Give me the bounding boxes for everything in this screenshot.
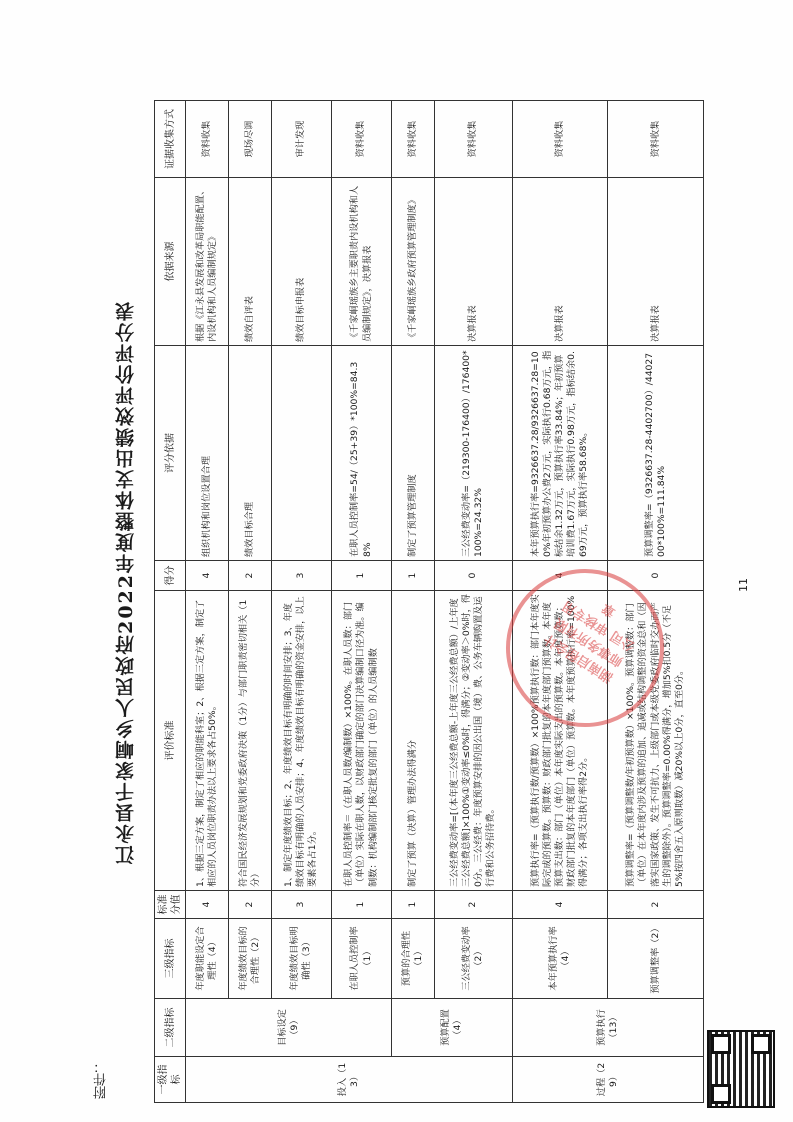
table-row bbox=[228, 101, 271, 1103]
table-row bbox=[608, 101, 704, 1103]
header-cell: 评价标准 bbox=[155, 591, 186, 891]
level3-cell: 年度职能设定合理性（4） bbox=[186, 919, 229, 999]
page-number: 11 bbox=[737, 578, 750, 592]
table-row bbox=[331, 101, 391, 1103]
source-cell: 决算报表 bbox=[512, 178, 608, 346]
header-cell: 得分 bbox=[155, 561, 186, 591]
table-row bbox=[271, 101, 331, 1103]
criteria-cell: 预算执行率=（预算执行数/预算数）×100%预算执行数：部门本年度实际完成的预算数。预算数：财政部门批复的本年度部门预算数。本年度预算支出数：部门（单位）本年度实际支出的预算数。本年度预算数：财政部门批复的本年度部门（单位）预算数。本年度预算执行率=100%得满分；各项支出执行率得2分。 bbox=[512, 591, 608, 891]
level2-cell: 预算配置（4） bbox=[392, 999, 513, 1057]
standard-score-cell: 2 bbox=[608, 891, 704, 919]
page-title: 江永县千家峒乡人民政府2022年度整体支出绩效评价评分表 bbox=[115, 300, 137, 865]
criteria-cell: 预算调整率=（预算调整数/年初预算数）×100%。预算调整数：部门（单位）在本年度内涉及预算的追加、追减或结构调整的资金总和（因落实国家政策、发生不可抗力、上级部门或本级党委政府临时交办而产生的调整除外）。预算调整率=0.00%得满分，增加5%扣0.5分（不足5%按四舍五入原则取数）减20%以上0分，直至0分。 bbox=[608, 591, 704, 891]
score-cell: 1 bbox=[392, 561, 435, 591]
method-cell: 审计发现 bbox=[271, 101, 331, 178]
score-cell: 2 bbox=[228, 561, 271, 591]
basis-cell: 组织机构和岗位设置合理 bbox=[186, 346, 229, 561]
criteria-cell: 符合国民经济发展规划和党委政府决策（1分）与部门职责密切相关（1分） bbox=[228, 591, 271, 891]
standard-score-cell: 1 bbox=[331, 891, 391, 919]
standard-score-cell: 2 bbox=[434, 891, 512, 919]
basis-cell bbox=[271, 346, 331, 561]
header-cell: 一级指标 bbox=[155, 1057, 186, 1103]
basis-cell: 绩效目标合理 bbox=[228, 346, 271, 561]
basis-cell: 本年预算执行率=9326637.28/9326637.28=100%年初预算办公费2万元，实际执行0.68万元，指标结余1.32万元，预算执行率33.84%；年初预算培训费1.67万元，实际执行0.98万元，指标结余0.69万元，预算执行率58.68%。 bbox=[512, 346, 608, 561]
qr-code-icon bbox=[707, 1030, 775, 1108]
source-cell: 绩效自评表 bbox=[228, 178, 271, 346]
criteria-cell: 1、制定年度绩效目标；2、年度绩效目标有明确的时间安排；3、年度绩效目标有明确的人员安排；4、年度绩效目标有明确的资金安排，以上要素各占1分。 bbox=[271, 591, 331, 891]
table-row bbox=[434, 101, 512, 1103]
basis-cell: 制定了预算管理制度 bbox=[392, 346, 435, 561]
level3-cell: 三公经费变动率（2） bbox=[434, 919, 512, 999]
score-cell: 4 bbox=[512, 561, 608, 591]
criteria-cell: 制定了预算（决算）管理办法得满分 bbox=[392, 591, 435, 891]
level1-cell: 过程（29） bbox=[512, 1057, 703, 1103]
standard-score-cell: 4 bbox=[512, 891, 608, 919]
source-cell: 根据《江永县发展和改革局职能配置、内设机构和人员编制规定》 bbox=[186, 178, 229, 346]
basis-cell: 三公经费变动率=（219300-176400）/176400*100%=24.32% bbox=[434, 346, 512, 561]
header-cell: 证据收集方式 bbox=[155, 101, 186, 178]
seal-text: 湖南启程会计师事务所有限公司 审核专用章 bbox=[541, 597, 639, 685]
score-cell: 1 bbox=[331, 561, 391, 591]
source-cell: 决算报表 bbox=[608, 178, 704, 346]
standard-score-cell: 2 bbox=[228, 891, 271, 919]
source-cell: 决算报表 bbox=[434, 178, 512, 346]
method-cell: 现场尽调 bbox=[228, 101, 271, 178]
method-cell: 资料收集 bbox=[186, 101, 229, 178]
basis-cell: 预算调整率=（9326637.28-4402700）/4402700*100%=111.84% bbox=[608, 346, 704, 561]
score-cell: 3 bbox=[271, 561, 331, 591]
source-cell: 《千家峒瑶族乡主要职责内设机构和人员编制规定》，决算报表 bbox=[331, 178, 391, 346]
criteria-cell: 三公经费变动率=[（本年度三公经费总额-上年度三公经费总额）/上年度三公经费总额]×100%①变动率≤0%时，得满分；②变动率＞0%时，得0分。三公经费：年度预算安排的因公出国（境）费、公务车辆购置及运行费和公务招待费。 bbox=[434, 591, 512, 891]
method-cell: 资料收集 bbox=[392, 101, 435, 178]
source-cell: 绩效目标申报表 bbox=[271, 178, 331, 346]
level3-cell: 在职人员控制率（1） bbox=[331, 919, 391, 999]
standard-score-cell: 3 bbox=[271, 891, 331, 919]
basis-cell: 在职人员控制率=54/（25+39）*100%=84.38% bbox=[331, 346, 391, 561]
evaluation-table bbox=[154, 100, 704, 1103]
header-cell: 标准分值 bbox=[155, 891, 186, 919]
method-cell: 资料收集 bbox=[434, 101, 512, 178]
method-cell: 资料收集 bbox=[512, 101, 608, 178]
method-cell: 资料收集 bbox=[608, 101, 704, 178]
score-cell: 0 bbox=[434, 561, 512, 591]
level2-cell: 预算执行（13） bbox=[512, 999, 703, 1057]
method-cell: 资料收集 bbox=[331, 101, 391, 178]
table-header-row bbox=[155, 101, 186, 1103]
level2-cell: 目标设定（9） bbox=[186, 999, 392, 1057]
header-cell: 依据来源 bbox=[155, 178, 186, 346]
standard-score-cell: 4 bbox=[186, 891, 229, 919]
source-cell: 《千家峒瑶族乡政府预算管理制度》 bbox=[392, 178, 435, 346]
score-cell: 0 bbox=[608, 561, 704, 591]
standard-score-cell: 1 bbox=[392, 891, 435, 919]
table-row bbox=[186, 101, 229, 1103]
level3-cell: 本年预算执行率（4） bbox=[512, 919, 608, 999]
level3-cell: 年度绩效目标明确性（3） bbox=[271, 919, 331, 999]
annex-label: 附件： bbox=[94, 1060, 109, 1099]
header-cell: 评分依据 bbox=[155, 346, 186, 561]
header-cell: 二级指标 bbox=[155, 999, 186, 1057]
score-cell: 4 bbox=[186, 561, 229, 591]
table-row bbox=[512, 101, 608, 1103]
evaluation-table-wrapper bbox=[154, 101, 704, 1103]
criteria-cell: 1、根据三定方案，制定了相应的职能科室；2、根据三定方案，制定了相应的人员岗位职责办法以上要求各占50%。 bbox=[186, 591, 229, 891]
level1-cell: 投入（13） bbox=[186, 1057, 512, 1103]
table-row bbox=[392, 101, 435, 1103]
criteria-cell: 在职人员控制率＝（在职人员数/编制数）×100%。在职人员数：部门（单位）实际在职人数，以财政部门确定的部门决算编制口径为准。编制数：机构编制部门核定批复的部门（单位）的人员编制数 bbox=[331, 591, 391, 891]
header-cell: 三级指标 bbox=[155, 919, 186, 999]
level3-cell: 预算的合理性（1） bbox=[392, 919, 435, 999]
level3-cell: 年度绩效目标的合理性（2） bbox=[228, 919, 271, 999]
level3-cell: 预算调整率（2） bbox=[608, 919, 704, 999]
